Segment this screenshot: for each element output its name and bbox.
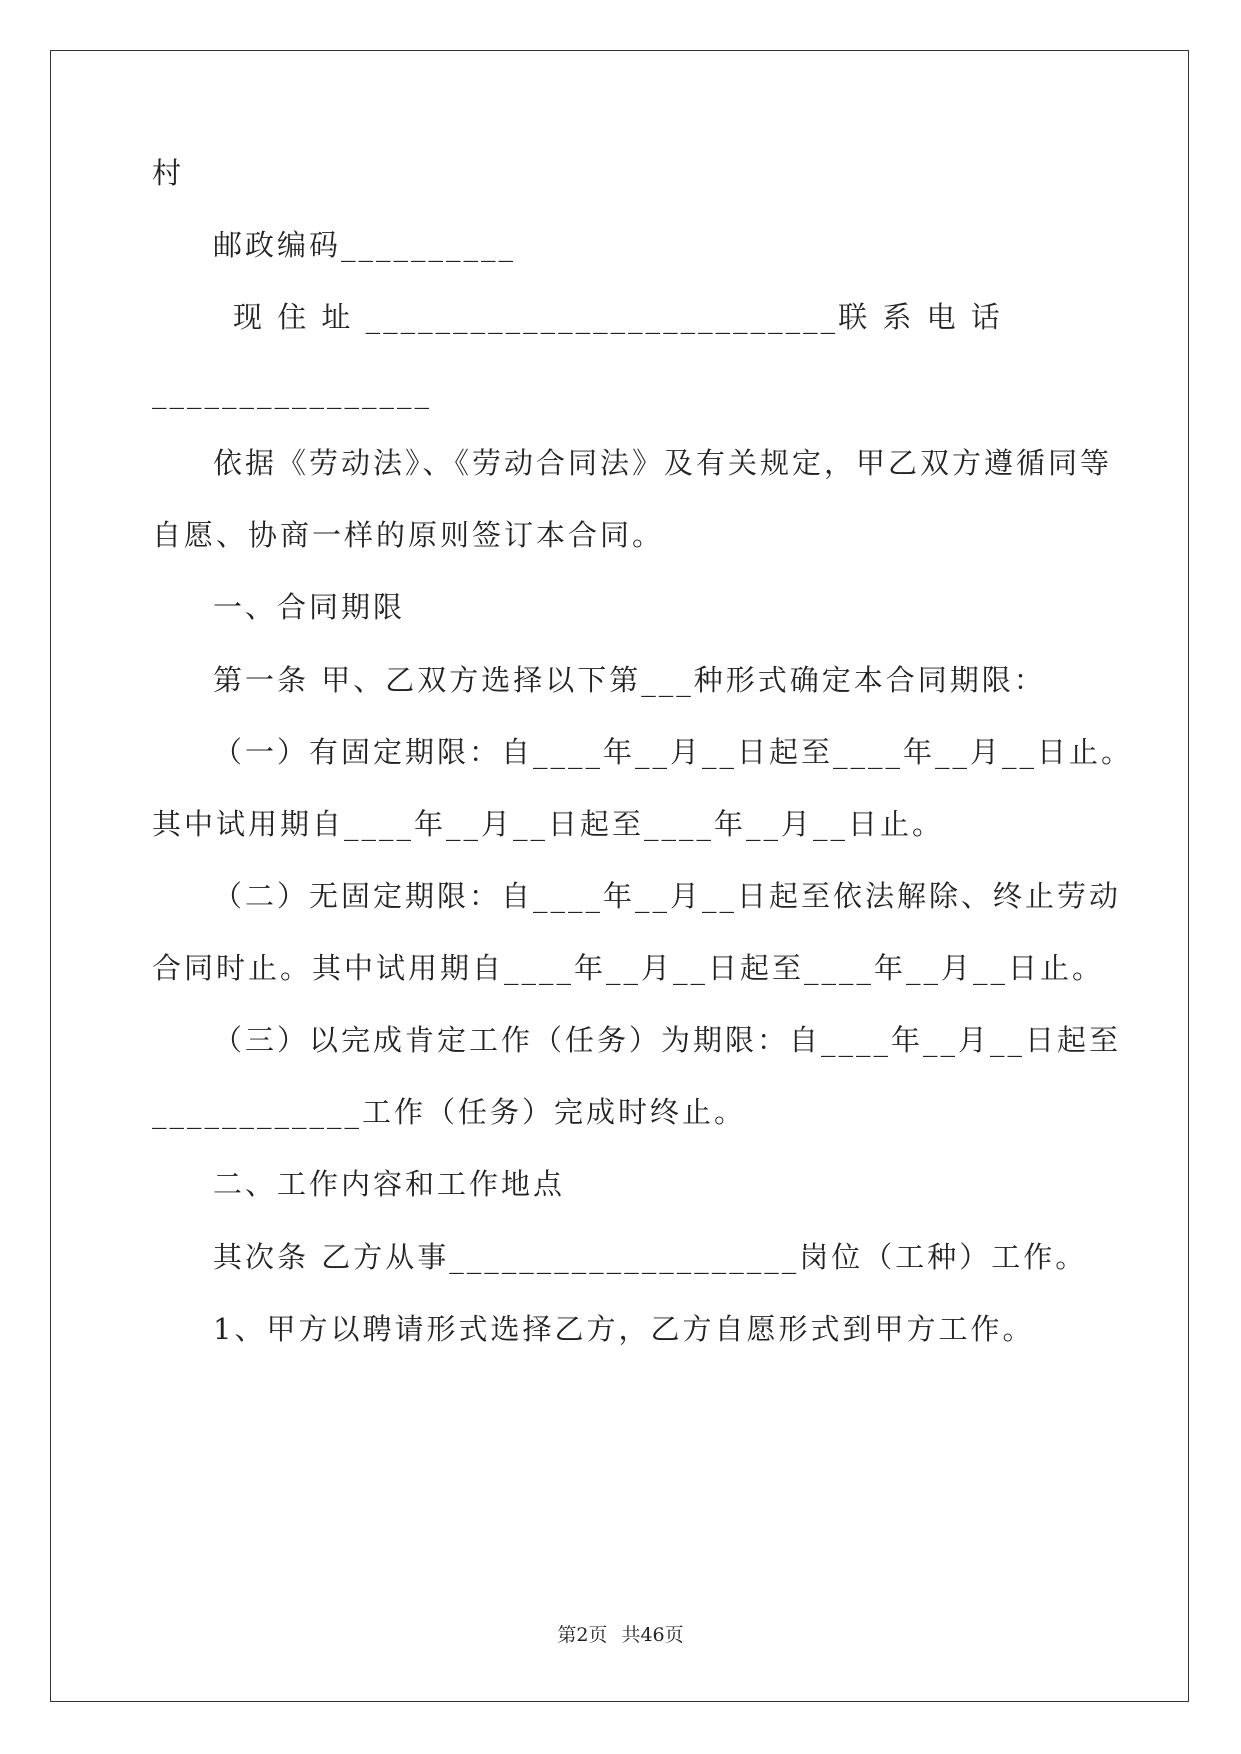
- section-heading: 二、工作内容和工作地点: [213, 1167, 566, 1201]
- phone-blank: ________________: [152, 375, 432, 409]
- postal-code-line: 邮政编码__________: [213, 228, 517, 262]
- page-number: 第2页: [557, 1624, 608, 1646]
- page-total: 共46页: [621, 1624, 684, 1646]
- clause-line: （三）以完成肯定工作（任务）为期限：自____年__月__日起至: [213, 1023, 1122, 1057]
- text-line: 村: [152, 156, 185, 190]
- paragraph-line: 自愿、协商一样的原则签订本合同。: [152, 518, 665, 552]
- clause-line: ____________工作（任务）完成时终止。: [152, 1095, 747, 1129]
- section-heading: 一、合同期限: [213, 590, 406, 624]
- clause-line: 第一条 甲、乙双方选择以下第___种形式确定本合同期限：: [213, 663, 1046, 697]
- address-phone-line: [233, 297, 1003, 337]
- clause-line: 1、甲方以聘请形式选择乙方，乙方自愿形式到甲方工作。: [213, 1312, 1035, 1346]
- clause-line: 合同时止。其中试用期自____年__月__日起至____年__月__日止。: [152, 951, 1105, 985]
- paragraph-line: 依据《劳动法》、《劳动合同法》及有关规定，甲乙双方遵循同等: [213, 446, 1113, 480]
- clause-line: （一）有固定期限：自____年__月__日起至____年__月__日止。: [213, 735, 1134, 769]
- clause-line: 其次条 乙方从事____________________岗位（工种）工作。: [213, 1240, 1088, 1274]
- clause-line: （二）无固定期限：自____年__月__日起至依法解除、终止劳动: [213, 879, 1122, 913]
- address-field: 现 住 址 ___________________________: [233, 300, 839, 334]
- clause-line: 其中试用期自____年__月__日起至____年__月__日止。: [152, 807, 945, 841]
- page-footer: [0, 1623, 1241, 1647]
- phone-label: 联 系 电 话: [838, 300, 1003, 334]
